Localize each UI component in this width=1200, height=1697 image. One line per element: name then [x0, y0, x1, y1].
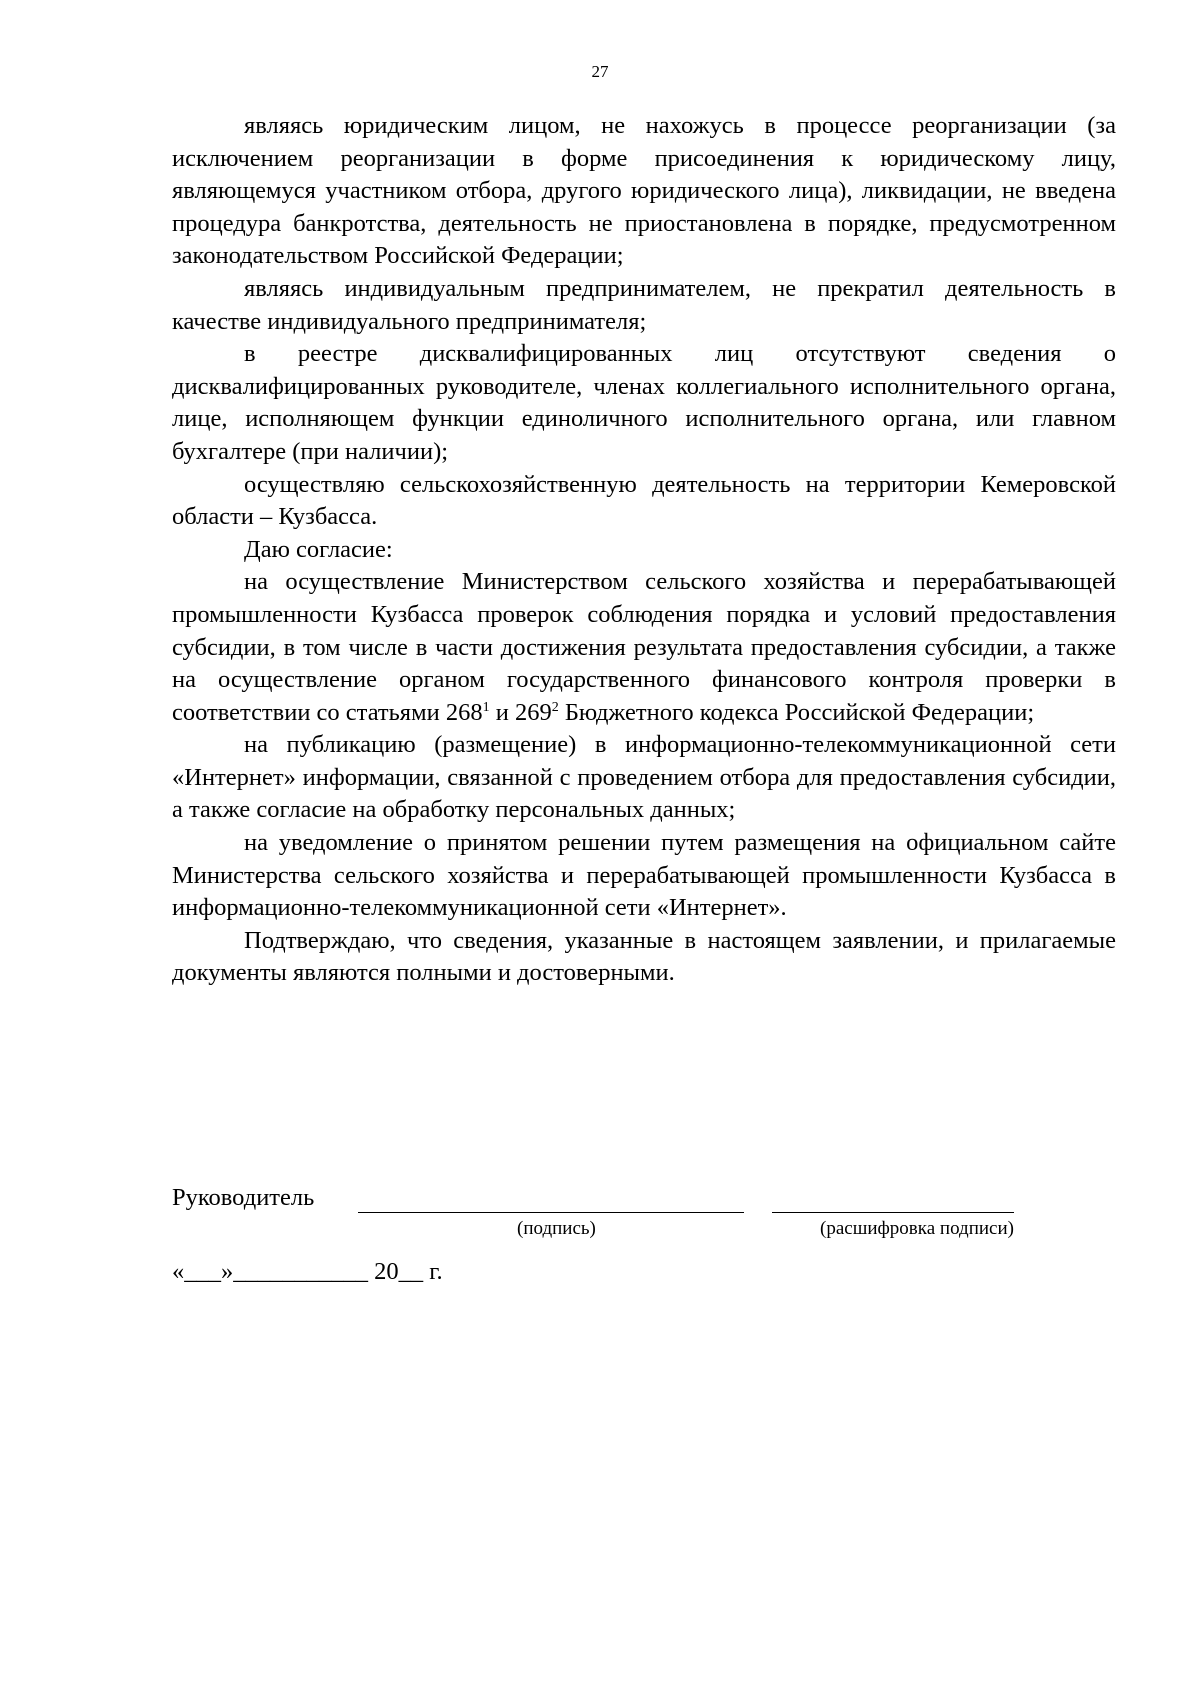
footnote-mark-1: 1 [482, 699, 490, 715]
signature-decoding-line [772, 1212, 1014, 1213]
footnote-mark-2: 2 [551, 699, 559, 715]
paragraph-consent-notification: на уведомление о принятом решении путем размещения на официальном сайте Министерства сельского хозяйства и перерабатывающей промышленности Кузбасса в информационно-телекоммуникационной сети «Интернет». [172, 829, 1116, 922]
paragraph-consent-publication: на публикацию (размещение) в информационно-телекоммуникационной сети «Интернет» информации, связанной с проведением отбора для предоставления субсидии, а также согласие на обработку персональных данных; [172, 731, 1116, 824]
date-line: «___»___________ 20__ г. [172, 1258, 443, 1285]
paragraph-consent-checks [172, 566, 1116, 729]
signature-caption: (подпись) [517, 1218, 596, 1239]
paragraph-confirmation: Подтверждаю, что сведения, указанные в настоящем заявлении, и прилагаемые документы являются полными и достоверными. [172, 926, 1116, 987]
paragraph-disqualified-registry: в реестре дисквалифицированных лиц отсутствуют сведения о дисквалифицированных руководителе, членах коллегиального исполнительного органа, лице, исполняющем функции единоличного исполнительного органа, или главном бухгалтере (при наличии); [172, 340, 1116, 465]
paragraph-agricultural-activity: осуществляю сельскохозяйственную деятельность на территории Кемеровской области – Кузбасса. [172, 470, 1116, 531]
consent-checks-text-2: и 269 [489, 698, 552, 726]
paragraph-individual-entrepreneur: являясь индивидуальным предпринимателем, не прекратил деятельность в качестве индивидуального предпринимателя; [172, 274, 1116, 335]
signature-line [358, 1212, 744, 1213]
signature-block [172, 1184, 1116, 1304]
consent-checks-text-3: Бюджетного кодекса Российской Федерации; [558, 698, 1035, 726]
paragraph-consent-heading: Даю согласие: [244, 535, 393, 563]
document-body [172, 110, 1116, 990]
signature-decoding-caption: (расшифровка подписи) [820, 1218, 1014, 1239]
consent-checks-text-1: на осуществление Министерством сельского хозяйства и перерабатывающей промышленности Кузбасса проверок соблюдения порядка и условий предоставления субсидии, в том числе в части достижения результата предоставления субсидии, а также на осуществление органом государственного финансового контроля проверки в соответствии со статьями 268 [172, 568, 1116, 726]
page-number: 27 [591, 62, 609, 81]
paragraph-legal-entity: являясь юридическим лицом, не нахожусь в процессе реорганизации (за исключением реорганизации в форме присоединения к юридическому лицу, являющемуся участником отбора, другого юридического лица), ликвидации, не введена процедура банкротства, деятельность не приостановлена в порядке, предусмотренном законодательством Российской Федерации; [172, 112, 1116, 270]
signature-label: Руководитель [172, 1184, 315, 1211]
